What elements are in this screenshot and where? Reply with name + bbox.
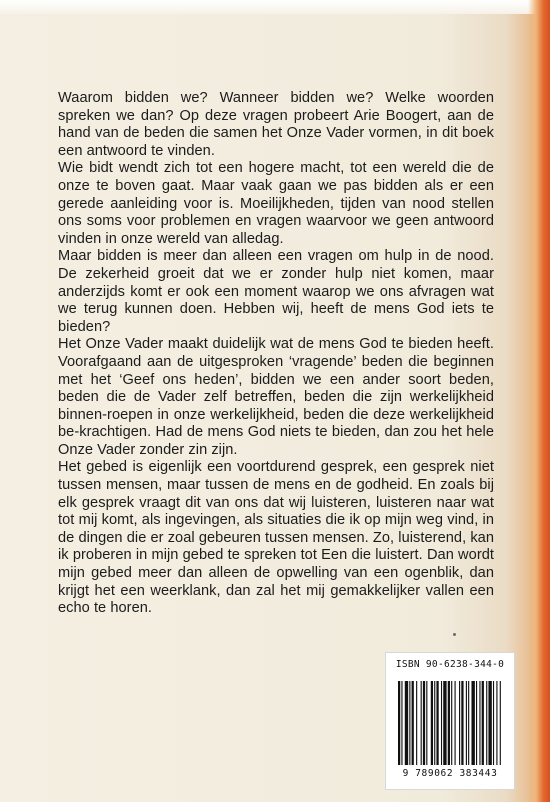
cover-top-edge — [0, 0, 550, 14]
ean-number: 9 789062 383443 — [402, 768, 498, 779]
back-cover-blurb — [58, 90, 494, 618]
isbn-text: ISBN 90-6238-344-0 — [395, 659, 505, 670]
barcode-image — [398, 681, 502, 765]
blurb-paragraph-5: Het gebed is eigenlijk een voortdurend gesprek, een gesprek niet tussen mensen, maar tussen de mens en de godheid. En zoals bij elk gesprek vraagt dit van ons dat wij luisteren, luisteren naar wat tot mij komt, als ingevingen, als situaties die ik op mijn weg vind, in de dingen die er zoal gebeuren tussen mensen. Zo, luisterend, kan ik proberen in mijn gebed te spreken tot Een die luistert. Dan wordt mijn gebed meer dan alleen de opwelling van een ogenblik, dan krijgt het een weerklank, dan zal het mij gemakkelijker vallen een echo te horen. — [58, 459, 494, 617]
barcode-panel — [385, 652, 515, 790]
spine-color-strip — [528, 0, 550, 802]
blurb-paragraph-1: Waarom bidden we? Wanneer bidden we? Welke woorden spreken we dan? Op deze vragen probeert Arie Boogert, aan de hand van de beden die samen het Onze Vader vormen, in dit boek een antwoord te vinden. — [58, 90, 494, 159]
blurb-paragraph-4: Het Onze Vader maakt duidelijk wat de mens God te bieden heeft. Voorafgaand aan de uitgesproken ‘vragende’ beden die beginnen met het ‘Geef ons heden’, bidden we een ander soort beden, beden die de Vader zelf betreffen, beden die zijn werkelijkheid binnen-roepen in onze werkelijkheid, beden die deze werkelijkheid be-krachtigen. Had de mens God niets te bieden, dan zou het hele Onze Vader zonder zin zijn. — [58, 336, 494, 458]
blurb-paragraph-2: Wie bidt wendt zich tot een hogere macht, tot een wereld die de onze te boven gaat. Maar vaak gaan we pas bidden als er een gerede aanleiding voor is. Moeilijkheden, tijden van nood stellen ons soms voor problemen en vragen waarvoor we geen antwoord vinden in onze wereld van alledag. — [58, 160, 494, 247]
blurb-paragraph-3: Maar bidden is meer dan alleen een vragen om hulp in de nood. De zekerheid groeit dat we er zonder hulp niet komen, maar anderzijds komt er ook een moment waarop we ons afvragen wat we terug kunnen doen. Hebben wij, heeft de mens God iets te bieden? — [58, 248, 494, 335]
print-mark — [453, 633, 456, 636]
